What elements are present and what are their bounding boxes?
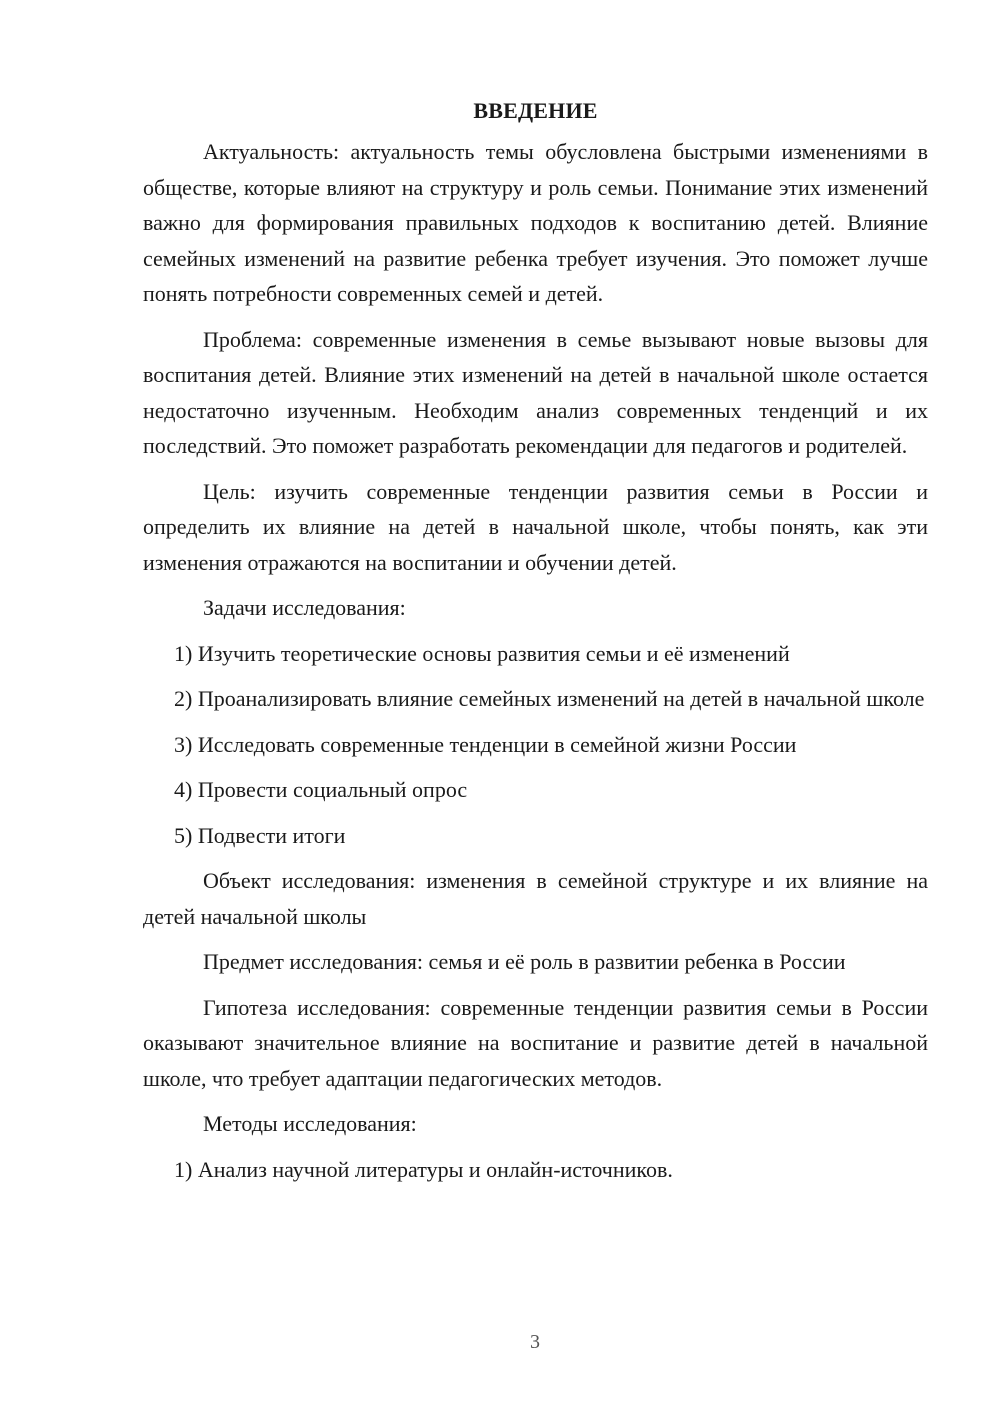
problem-paragraph: Проблема: современные изменения в семье вызывают новые вызовы для воспитания детей. Влияние этих изменений на детей в начальной школе остается недостаточно изученным. Необходим анализ современных тенденций и их последствий. Это поможет разработать рекомендации для педагогов и родителей. [143,326,928,458]
goal-paragraph: Цель: изучить современные тенденции развития семьи в России и определить их влияние на детей в начальной школе, чтобы понять, как эти изменения отражаются на воспитании и обучении детей. [143,478,928,575]
page-number: 3 [530,1331,540,1353]
task-item-3: 3) Исследовать современные тенденции в семейной жизни России [174,731,797,757]
subject-paragraph: Предмет исследования: семья и её роль в развитии ребенка в России [203,949,846,974]
methods-heading: Методы исследования: [203,1111,417,1136]
page-content [143,93,928,1197]
task-item-2: 2) Проанализировать влияние семейных изменений на детей в начальной школе [174,686,925,711]
object-paragraph: Объект исследования: изменения в семейной структуре и их влияние на детей начальной школы [143,868,928,929]
relevance-paragraph: Актуальность: актуальность темы обусловлена быстрыми изменениями в обществе, которые влияют на структуру и роль семьи. Понимание этих изменений важно для формирования правильных подходов к воспитанию детей. Влияние семейных изменений на развитие ребенка требует изучения. Это поможет лучше понять потребности современных семей и детей. [143,139,928,306]
method-item-1: 1) Анализ научной литературы и онлайн-источников. [174,1156,673,1182]
task-item-1: 1) Изучить теоретические основы развития семьи и её изменений [174,640,790,666]
page-title: ВВЕДЕНИЕ [473,98,598,123]
tasks-heading: Задачи исследования: [203,595,406,620]
task-item-4: 4) Провести социальный опрос [174,777,468,802]
task-item-5: 5) Подвести итоги [174,822,346,848]
hypothesis-paragraph: Гипотеза исследования: современные тенденции развития семьи в России оказывают значительное влияние на воспитание и развитие детей в начальной школе, что требует адаптации педагогических методов. [143,994,928,1091]
